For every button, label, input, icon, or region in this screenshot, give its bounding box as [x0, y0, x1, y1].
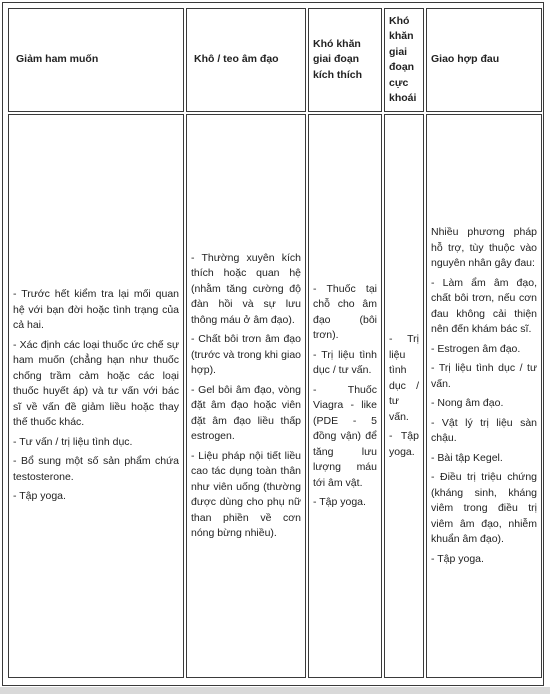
list-item: - Nong âm đạo.: [431, 397, 504, 409]
list-item: - Liệu pháp nội tiết liều cao tác dụng toàn thân như viên uống (thường được dùng cho phụ nữ than phiền về cơn nóng bừng nhiều).: [191, 449, 301, 539]
treatment-table: [6, 6, 544, 680]
list-item: - Tập yoga.: [389, 430, 419, 458]
list-item: - Chất bôi trơn âm đạo (trước và trong khi giao hợp).: [191, 333, 301, 376]
cell-painful-intercourse: [426, 114, 542, 678]
content-row: [8, 114, 542, 678]
list-item: - Điều trị triệu chứng (kháng sinh, kháng viêm trong điều trị viêm âm đạo, nhiễm khuẩn âm đạo).: [431, 471, 537, 545]
header-painful-intercourse: Giao hợp đau: [426, 8, 542, 112]
list-item: - Trị liệu tình dục / tư vấn.: [313, 348, 377, 376]
list-item: - Thuốc Viagra - like (PDE - 5 đồng vận) để tăng lưu lượng máu tới âm vật.: [313, 383, 377, 489]
list-item: - Trị liệu tình dục / tư vấn.: [389, 333, 419, 423]
header-vaginal-dryness: Khô / teo âm đạo: [186, 8, 306, 112]
list-item: - Trị liệu tình dục / tư vấn.: [431, 362, 537, 390]
bottom-strip: [0, 687, 550, 694]
list-item: - Tư vấn / trị liệu tình dục.: [13, 435, 133, 448]
list-item: - Thuốc tại chỗ cho âm đạo (bôi trơn).: [313, 282, 377, 341]
list-item: - Gel bôi âm đạo, vòng đặt âm đạo hoặc viên đặt âm đạo liều thấp estrogen.: [191, 383, 301, 442]
list-item: - Tập yoga.: [313, 496, 366, 508]
header-row: [8, 8, 542, 112]
cell-arousal-difficulty: [308, 114, 382, 678]
list-item: - Estrogen âm đạo.: [431, 342, 521, 355]
list-item: - Trước hết kiểm tra lại mối quan hệ với bạn đời hoặc tình trạng của cả hai.: [13, 288, 179, 332]
list-item: - Bài tập Kegel.: [431, 451, 503, 464]
list-item: - Thường xuyên kích thích hoặc quan hệ (nhằm tăng cường độ đàn hồi và sự lưu thông máu ở âm đạo).: [191, 251, 301, 326]
list-item: Nhiều phương pháp hỗ trợ, tùy thuộc vào nguyên nhân gây đau:: [431, 226, 537, 269]
list-item: - Tập yoga.: [13, 490, 66, 503]
header-low-desire: Giảm ham muốn: [8, 8, 184, 112]
header-arousal-difficulty: Khó khăn giai đoạn kích thích: [308, 8, 382, 112]
list-item: - Tập yoga.: [431, 552, 484, 565]
cell-low-desire: [8, 114, 184, 678]
list-item: - Vật lý trị liệu sàn chậu.: [431, 416, 537, 444]
header-orgasm-difficulty: Khó khăn giai đoạn cực khoái: [384, 8, 424, 112]
list-item: - Xác định các loại thuốc ức chế sự ham muốn (chẳng hạn như thuốc chống trầm cảm hoặc các loại thuốc huyết áp) và tư vấn với bác sĩ về vấn đề giảm liều hoặc thay thế thuốc khác.: [13, 338, 179, 429]
list-item: - Làm ẩm âm đạo, chất bôi trơn, nếu cơn đau không cải thiện nên đến khám bác sĩ.: [431, 276, 537, 335]
cell-vaginal-dryness: [186, 114, 306, 678]
cell-orgasm-difficulty: [384, 114, 424, 678]
list-item: - Bổ sung một số sản phẩm chứa testosterone.: [13, 455, 179, 483]
